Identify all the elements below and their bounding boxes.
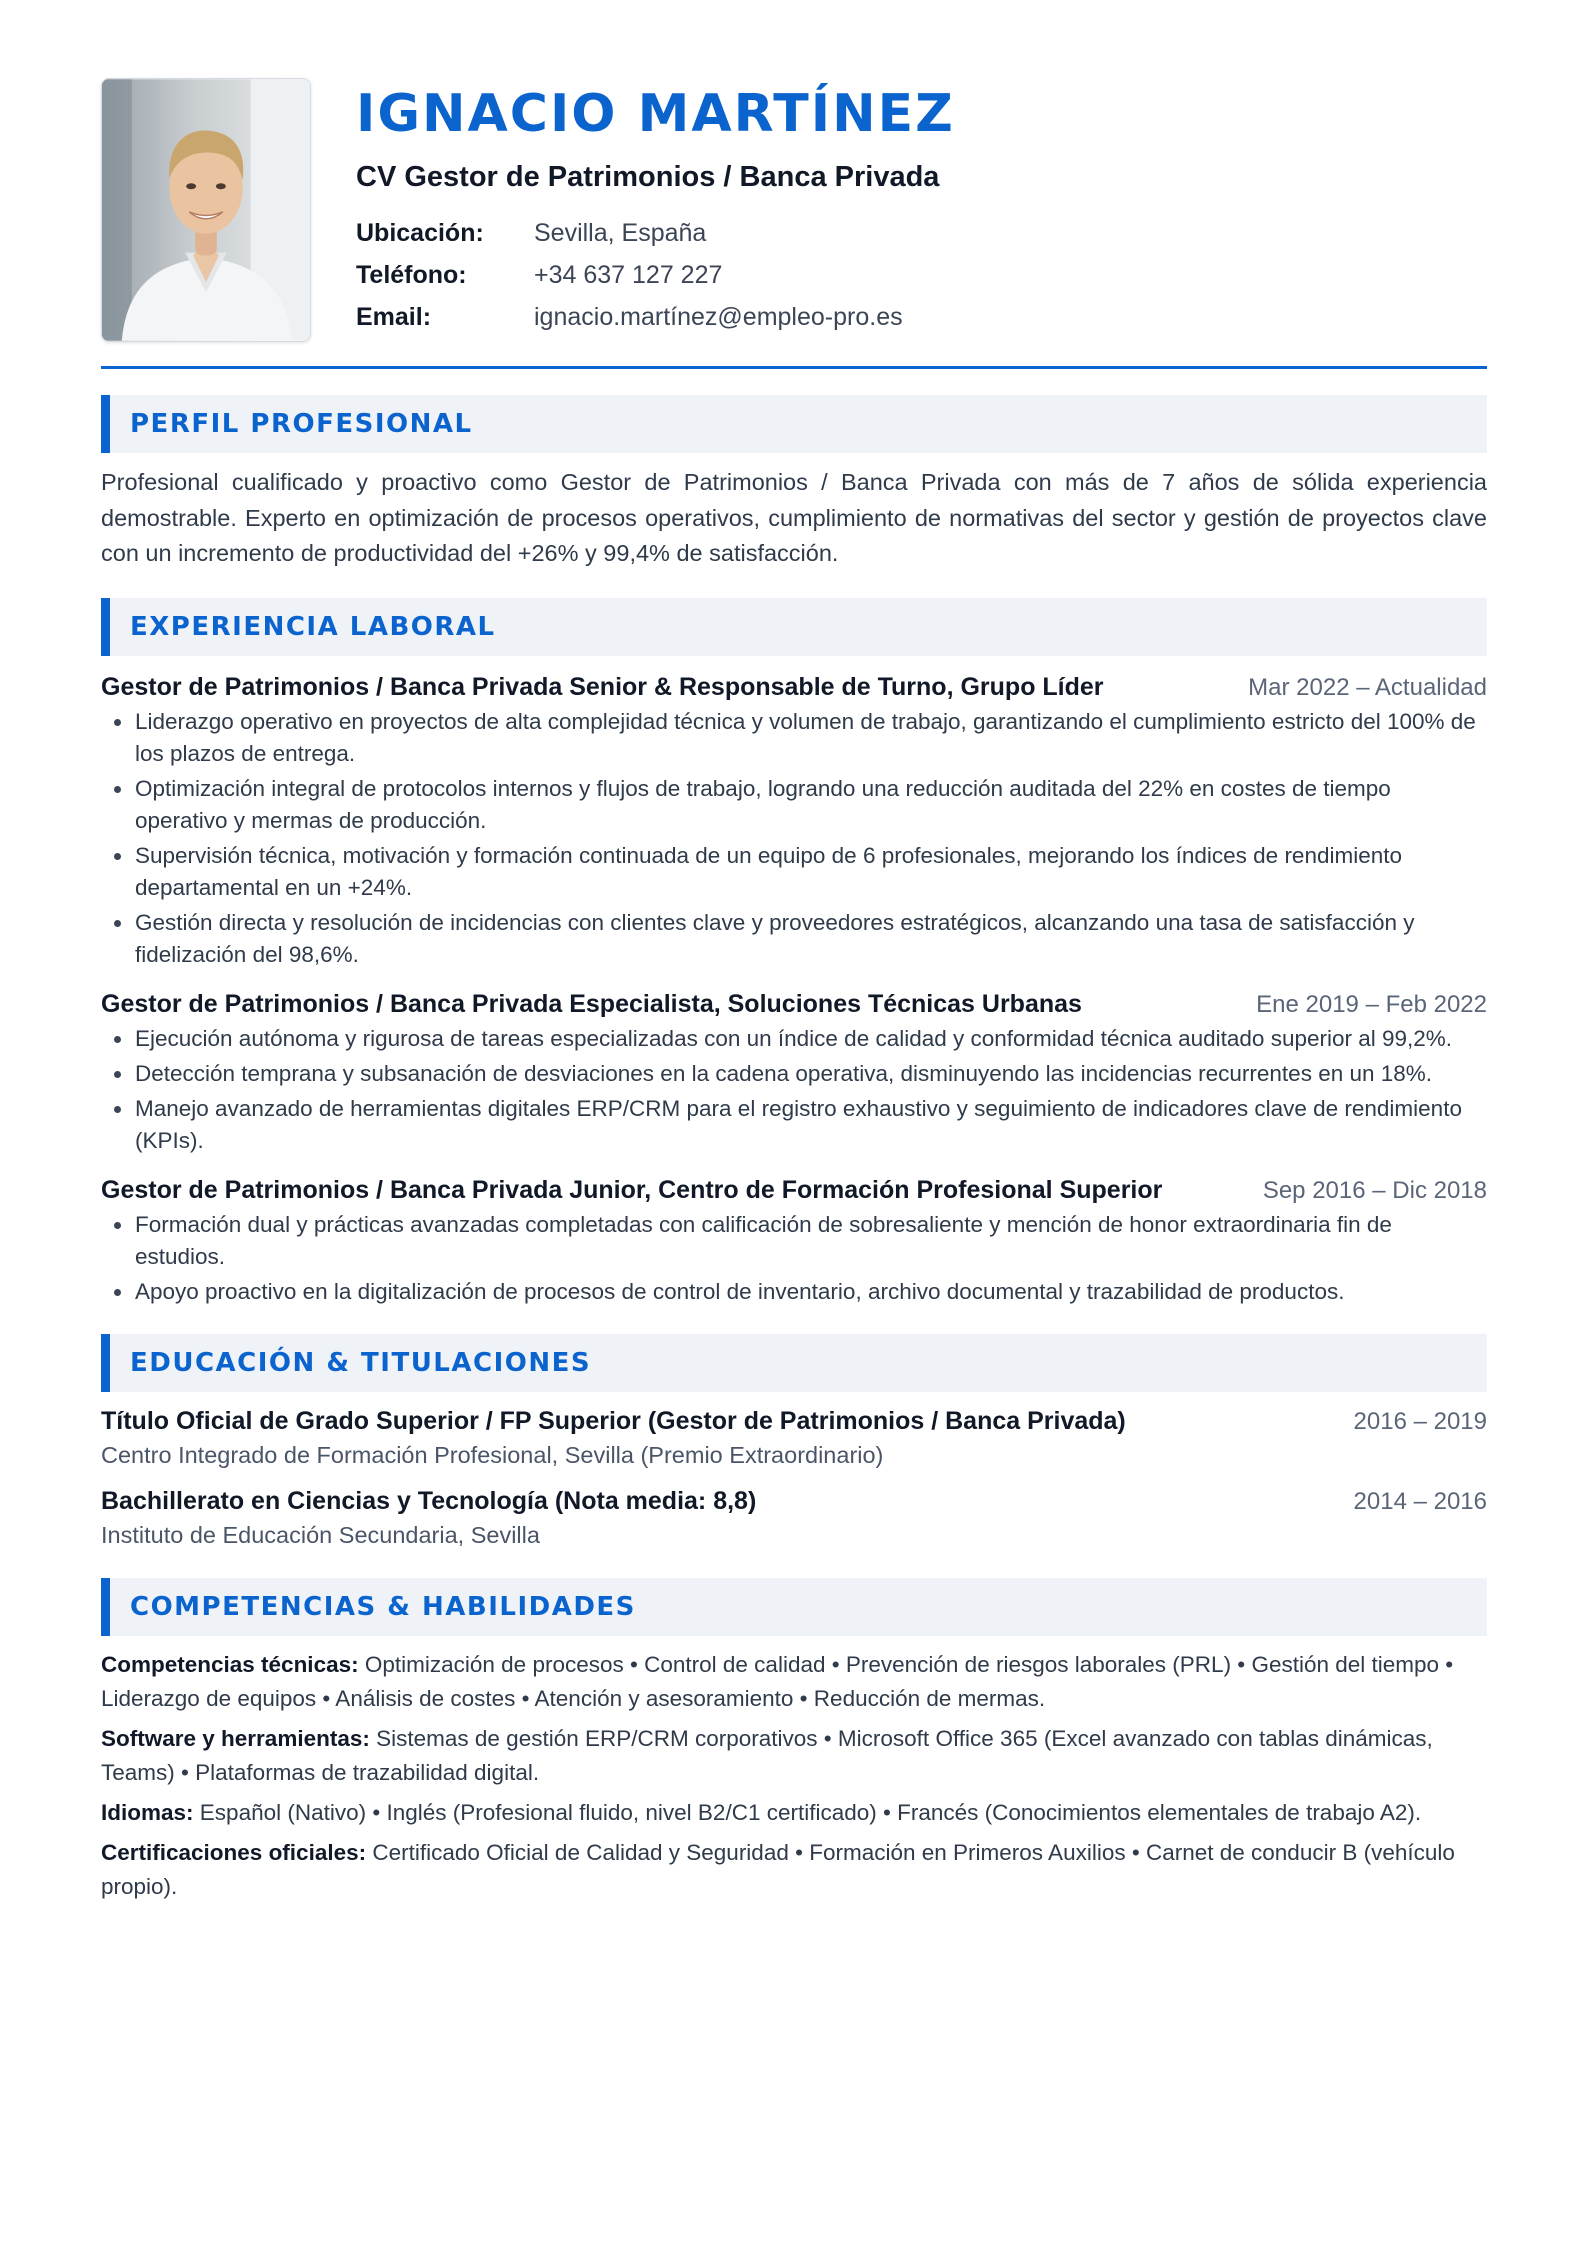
header-info	[356, 78, 955, 338]
skill-group	[101, 1722, 1487, 1790]
resume-header	[101, 78, 1487, 342]
job-title: Gestor de Patrimonios / Banca Privada Senior & Responsable de Turno, Grupo Líder	[101, 672, 1104, 701]
education-place: Instituto de Educación Secundaria, Sevilla	[101, 1521, 540, 1548]
education-entry	[101, 1484, 1487, 1552]
skill-label: Competencias técnicas:	[101, 1651, 359, 1677]
location-value: Sevilla, España	[534, 219, 707, 248]
email-value: ignacio.martínez@empleo-pro.es	[534, 303, 903, 332]
bullet-item: Gestión directa y resolución de incidencias con clientes clave y proveedores estratégicos, alcanzando una tasa de satisfacción y fidelización del 98,6%.	[101, 907, 1487, 971]
section-title: COMPETENCIAS & HABILIDADES	[130, 1591, 636, 1622]
skill-text: Español (Nativo) • Inglés (Profesional fluido, nivel B2/C1 certificado) • Francés (Conocimientos elementales de trabajo A2).	[199, 1799, 1422, 1825]
bullet-item: Manejo avanzado de herramientas digitales ERP/CRM para el registro exhaustivo y seguimiento de indicadores clave de rendimiento (KPIs).	[101, 1093, 1487, 1157]
skill-label: Idiomas:	[101, 1799, 194, 1825]
bullet-item: Liderazgo operativo en proyectos de alta complejidad técnica y volumen de trabajo, garantizando el cumplimiento estricto del 100% de los plazos de entrega.	[101, 706, 1487, 770]
job-header	[101, 670, 1487, 704]
skills-list	[101, 1648, 1487, 1904]
phone-value: +34 637 127 227	[534, 261, 723, 290]
job-date: Ene 2019 – Feb 2022	[1256, 990, 1487, 1018]
skill-group	[101, 1796, 1487, 1830]
job-date: Sep 2016 – Dic 2018	[1262, 1176, 1487, 1204]
job-bullets	[101, 706, 1487, 971]
bullet-item: Optimización integral de protocolos internos y flujos de trabajo, logrando una reducción auditada del 22% en costes de tiempo operativo y mermas de producción.	[101, 773, 1487, 837]
bullet-item: Formación dual y prácticas avanzadas completadas con calificación de sobresaliente y mención de honor extraordinaria fin de estudios.	[101, 1209, 1487, 1273]
education-date: 2014 – 2016	[1353, 1487, 1487, 1515]
job-title: Gestor de Patrimonios / Banca Privada Junior, Centro de Formación Profesional Superior	[101, 1175, 1163, 1204]
header-divider	[101, 366, 1487, 369]
education-list	[101, 1404, 1487, 1552]
contact-email	[356, 296, 955, 338]
skill-group	[101, 1836, 1487, 1904]
section-title: EDUCACIÓN & TITULACIONES	[130, 1347, 592, 1378]
section-header-education	[101, 1334, 1487, 1392]
contact-label: Teléfono:	[356, 261, 467, 290]
skill-text: Certificado Oficial de Calidad y Seguridad • Formación en Primeros Auxilios • Carnet de conducir B (vehículo propio).	[101, 1839, 1455, 1899]
experience-list	[101, 670, 1487, 1308]
contact-phone	[356, 254, 955, 296]
job-header	[101, 1173, 1487, 1207]
job-entry	[101, 987, 1487, 1157]
education-date: 2016 – 2019	[1353, 1407, 1487, 1435]
bullet-item: Apoyo proactivo en la digitalización de procesos de control de inventario, archivo documental y trazabilidad de productos.	[101, 1276, 1487, 1308]
skill-label: Software y herramientas:	[101, 1725, 370, 1751]
skill-group	[101, 1648, 1487, 1716]
skill-label: Certificaciones oficiales:	[101, 1839, 367, 1865]
job-entry	[101, 1173, 1487, 1308]
profile-photo	[101, 78, 311, 342]
skill-text: Optimización de procesos • Control de calidad • Prevención de riesgos laborales (PRL) • Gestión del tiempo • Liderazgo de equipos • Análisis de costes • Atención y asesoramiento • Reducción de mermas.	[101, 1651, 1454, 1711]
candidate-name: IGNACIO MARTÍNEZ	[356, 84, 955, 144]
job-entry	[101, 670, 1487, 971]
bullet-item: Detección temprana y subsanación de desviaciones en la cadena operativa, disminuyendo las incidencias recurrentes en un 18%.	[101, 1058, 1487, 1090]
profile-summary: Profesional cualificado y proactivo como Gestor de Patrimonios / Banca Privada con más de 7 años de sólida experiencia demostrable. Experto en optimización de procesos operativos, cumplimiento de normativas del sector y gestión de proyectos clave con un incremento de productividad del +26% y 99,4% de satisfacción.	[101, 469, 1487, 566]
job-bullets	[101, 1023, 1487, 1157]
education-entry	[101, 1404, 1487, 1472]
contact-location	[356, 212, 955, 254]
education-title: Título Oficial de Grado Superior / FP Superior (Gestor de Patrimonios / Banca Privada)	[101, 1406, 1126, 1435]
job-title: Gestor de Patrimonios / Banca Privada Especialista, Soluciones Técnicas Urbanas	[101, 989, 1082, 1018]
cv-subtitle: CV Gestor de Patrimonios / Banca Privada	[356, 161, 940, 194]
job-bullets	[101, 1209, 1487, 1308]
contact-label: Email:	[356, 303, 432, 332]
section-header-profile	[101, 395, 1487, 453]
job-date: Mar 2022 – Actualidad	[1248, 673, 1487, 701]
section-title: EXPERIENCIA LABORAL	[130, 611, 496, 642]
bullet-item: Ejecución autónoma y rigurosa de tareas especializadas con un índice de calidad y conformidad técnica auditado superior al 99,2%.	[101, 1023, 1487, 1055]
contact-block	[356, 212, 955, 338]
education-header	[101, 1484, 1487, 1518]
education-title: Bachillerato en Ciencias y Tecnología (Nota media: 8,8)	[101, 1486, 757, 1515]
section-title: PERFIL PROFESIONAL	[130, 409, 473, 439]
section-header-skills	[101, 1578, 1487, 1636]
section-header-experience	[101, 598, 1487, 656]
bullet-item: Supervisión técnica, motivación y formación continuada de un equipo de 6 profesionales, mejorando los índices de rendimiento departamental en un +24%.	[101, 840, 1487, 904]
job-header	[101, 987, 1487, 1021]
contact-label: Ubicación:	[356, 219, 484, 248]
skill-text: Sistemas de gestión ERP/CRM corporativos • Microsoft Office 365 (Excel avanzado con tablas dinámicas, Teams) • Plataformas de trazabilidad digital.	[101, 1725, 1433, 1785]
education-header	[101, 1404, 1487, 1438]
education-place: Centro Integrado de Formación Profesional, Sevilla (Premio Extraordinario)	[101, 1441, 884, 1468]
